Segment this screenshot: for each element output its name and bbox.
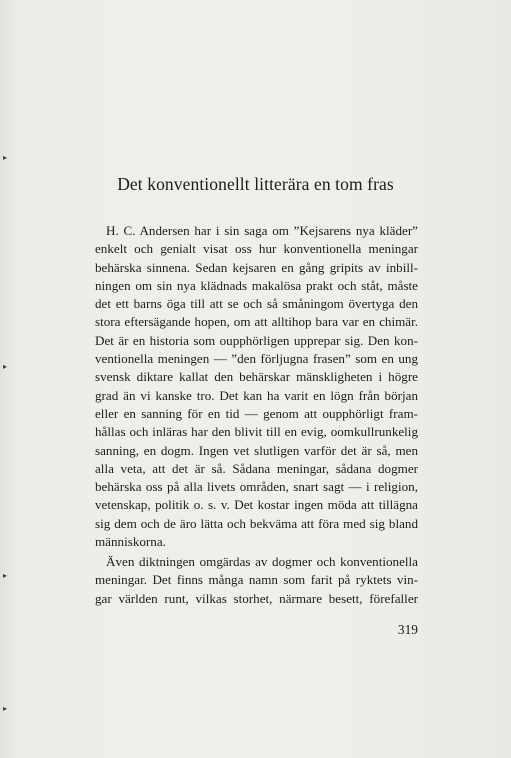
text-line: alla veta, att det är så. Sådana meningar, sådana dogmer xyxy=(95,460,418,476)
text-line: sig dem och de äro lätta och bekväma att föra med sig bland xyxy=(95,515,418,531)
text-line: meningar. Det finns många namn som farit på ryktets vin- xyxy=(95,572,418,588)
text-line: vetenskap, politik o. s. v. Det kostar ingen möda att tillägna xyxy=(95,497,418,513)
text-line: behärska sinnena. Sedan kejsaren en gång gripits av inbill- xyxy=(95,259,418,275)
page-number: 319 xyxy=(397,622,418,637)
text-line: människorna. xyxy=(95,534,166,550)
text-line: hållas och inläras har den blivit till en evig, oomkullrunkelig xyxy=(95,424,418,440)
margin-arrow-icon: ▸ xyxy=(3,571,8,580)
text-line: Det är en historia som oupphörligen upprepar sig. Den kon- xyxy=(95,332,418,348)
paragraph-1 xyxy=(95,222,418,551)
text-line: stora eftersägande hopen, om att alltihop bara var en chimär. xyxy=(95,314,418,330)
text-line: det ett barns öga till att se och så småningom övertyga den xyxy=(95,296,418,312)
text-line: ventionella meningen — ”den förljugna frasen” som en ung xyxy=(95,351,418,367)
text-line: grad än vi kanske tro. Det kan ha varit en lögn från början xyxy=(95,387,418,403)
margin-arrow-icon: ▸ xyxy=(3,362,8,371)
text-line: behärska oss på alla livets områden, snart sagt — i religion, xyxy=(95,479,418,495)
margin-arrow-icon: ▸ xyxy=(3,704,8,713)
text-line: Även diktningen omgärdas av dogmer och konventionella xyxy=(106,554,418,569)
text-line: ningen om sin nya klädnads makalösa prakt och ståt, måste xyxy=(95,277,418,293)
text-line: sanning, en dogm. Ingen vet slutligen varför det är så, men xyxy=(95,442,418,458)
chapter-heading: Det konventionellt litterära en tom fras xyxy=(117,174,394,194)
text-line: eller en sanning för en tid — genom att oupphörligt fram- xyxy=(95,405,418,421)
text-line: enkelt och genialt visat oss hur konventionella meningar xyxy=(95,241,418,257)
paragraph-2 xyxy=(95,553,418,608)
margin-arrow-icon: ▸ xyxy=(3,153,8,162)
text-line: gar världen runt, vilkas storhet, närmare besett, förefaller xyxy=(95,590,418,606)
text-line: svensk diktare kallat den behärskar mänskligheten i högre xyxy=(95,369,418,385)
text-line: H. C. Andersen har i sin saga om ”Kejsarens nya kläder” xyxy=(106,223,418,238)
